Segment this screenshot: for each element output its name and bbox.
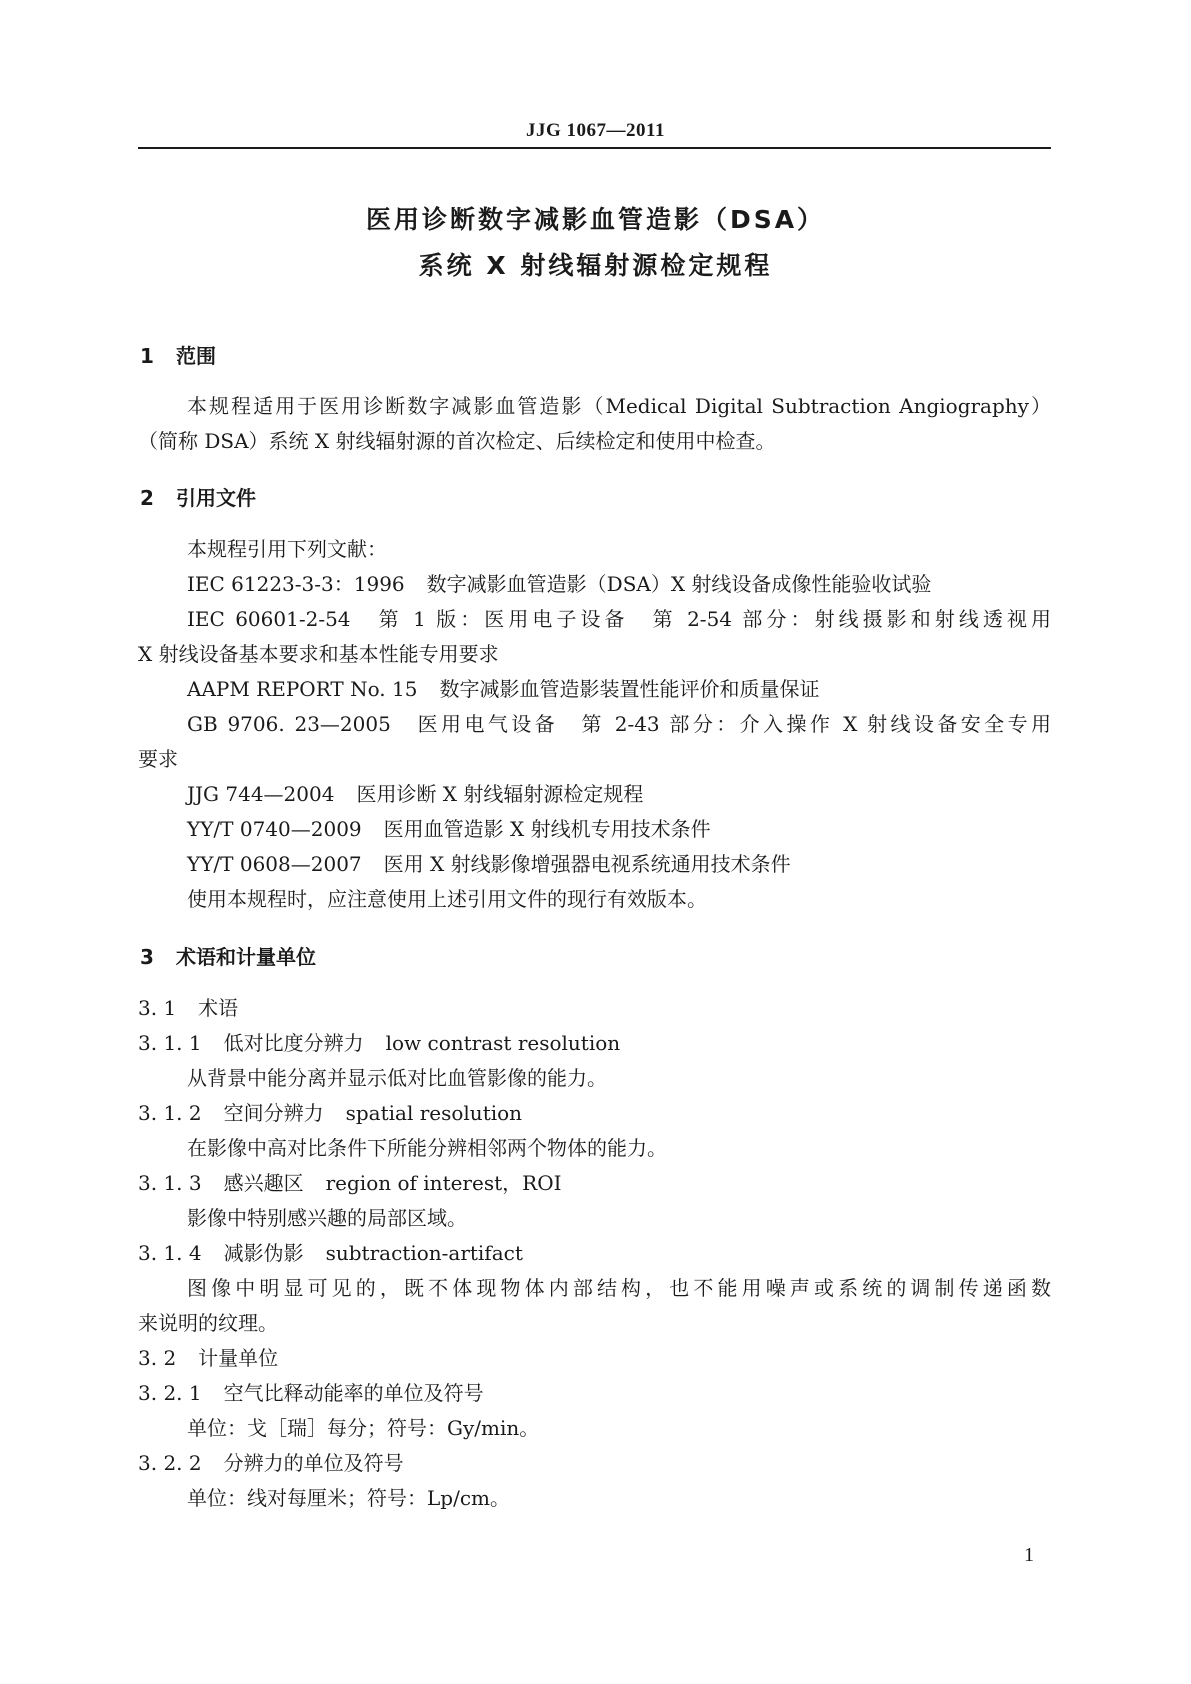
term-number: 3. 1. 2 [138,1101,202,1125]
term-definition: 在影像中高对比条件下所能分辨相邻两个物体的能力。 [187,1136,667,1160]
unit-number: 3. 2. 1 [138,1381,202,1405]
unit-heading [138,1380,484,1406]
unit-definition: 单位：戈［瑞］每分；符号：Gy/min。 [187,1416,540,1440]
section-title: 范围 [176,344,216,368]
reference-item [187,781,643,807]
subsection-title: 计量单位 [198,1346,279,1370]
term-chinese: 感兴趣区 [223,1171,304,1195]
section-title: 术语和计量单位 [176,945,316,969]
reference-item-line-1: GB 9706. 23—2005 医用电气设备 第 2-43 部分：介入操作 X 射线设备安全专用 [187,712,1051,736]
section-number: 3 [140,945,154,969]
section-heading-scope [140,340,216,369]
subsection-number: 3. 2 [138,1346,177,1370]
document-code-header: JJG 1067—2011 [526,120,665,141]
unit-title: 空气比释动能率的单位及符号 [223,1381,484,1405]
unit-title: 分辨力的单位及符号 [223,1451,404,1475]
term-heading [138,1030,620,1056]
section-heading-terms-units [140,941,316,970]
term-english: subtraction-artifact [325,1241,523,1265]
section-number: 2 [140,486,154,510]
reference-item [187,851,791,877]
term-heading [138,1170,562,1196]
reference-title: 数字减影血管造影（DSA）X 射线设备成像性能验收试验 [426,572,932,596]
header-divider [138,147,1051,149]
unit-definition: 单位：线对每厘米；符号：Lp/cm。 [187,1486,510,1510]
term-heading [138,1240,523,1266]
unit-number: 3. 2. 2 [138,1451,202,1475]
references-intro: 本规程引用下列文献： [187,537,387,561]
reference-item [187,816,711,842]
scope-paragraph-line-2: （简称 DSA）系统 X 射线辐射源的首次检定、后续检定和使用中检查。 [138,429,776,453]
term-chinese: 空间分辨力 [223,1101,324,1125]
term-number: 3. 1. 4 [138,1241,202,1265]
reference-title: 医用 X 射线影像增强器电视系统通用技术条件 [383,852,791,876]
term-definition-line-1: 图像中明显可见的，既不体现物体内部结构，也不能用噪声或系统的调制传递函数 [187,1276,1051,1300]
term-number: 3. 1. 1 [138,1031,202,1055]
term-definition: 影像中特别感兴趣的局部区域。 [187,1206,467,1230]
subsection-number: 3. 1 [138,996,177,1020]
subsection-heading-units [138,1345,278,1371]
reference-code: YY/T 0608—2007 [187,852,362,876]
subsection-title: 术语 [198,996,239,1020]
term-number: 3. 1. 3 [138,1171,202,1195]
term-definition: 从背景中能分离并显示低对比血管影像的能力。 [187,1066,607,1090]
reference-title: 数字减影血管造影装置性能评价和质量保证 [439,677,820,701]
reference-code: YY/T 0740—2009 [187,817,362,841]
term-definition-line-2: 来说明的纹理。 [138,1311,278,1335]
term-chinese: 低对比度分辨力 [223,1031,364,1055]
reference-title: 医用诊断 X 射线辐射源检定规程 [356,782,644,806]
reference-code: AAPM REPORT No. 15 [187,677,418,701]
term-english: region of interest，ROI [325,1171,562,1195]
reference-code: IEC 61223-3-3：1996 [187,572,405,596]
term-english: spatial resolution [345,1101,523,1125]
section-title: 引用文件 [176,486,256,510]
page-number: 1 [1024,1544,1034,1566]
term-heading [138,1100,522,1126]
term-english: low contrast resolution [385,1031,621,1055]
reference-item [187,571,931,597]
subsection-heading-terms [138,995,238,1021]
scope-paragraph-line-1: 本规程适用于医用诊断数字减影血管造影（Medical Digital Subtraction Angiography） [187,394,1051,418]
document-title-line-2: 系统 X 射线辐射源检定规程 [418,251,773,280]
reference-item-line-2: X 射线设备基本要求和基本性能专用要求 [138,642,499,666]
document-title-line-1: 医用诊断数字减影血管造影（DSA） [365,205,826,234]
reference-code: JJG 744—2004 [187,782,335,806]
reference-item-line-2: 要求 [138,747,178,771]
term-chinese: 减影伪影 [223,1241,304,1265]
reference-item [187,676,819,702]
reference-title: 医用血管造影 X 射线机专用技术条件 [383,817,711,841]
section-number: 1 [140,344,154,368]
reference-item-line-1: IEC 60601-2-54 第 1 版：医用电子设备 第 2-54 部分：射线摄影和射线透视用 [187,607,1051,631]
section-heading-references [140,482,256,511]
references-note: 使用本规程时，应注意使用上述引用文件的现行有效版本。 [187,887,707,911]
unit-heading [138,1450,404,1476]
